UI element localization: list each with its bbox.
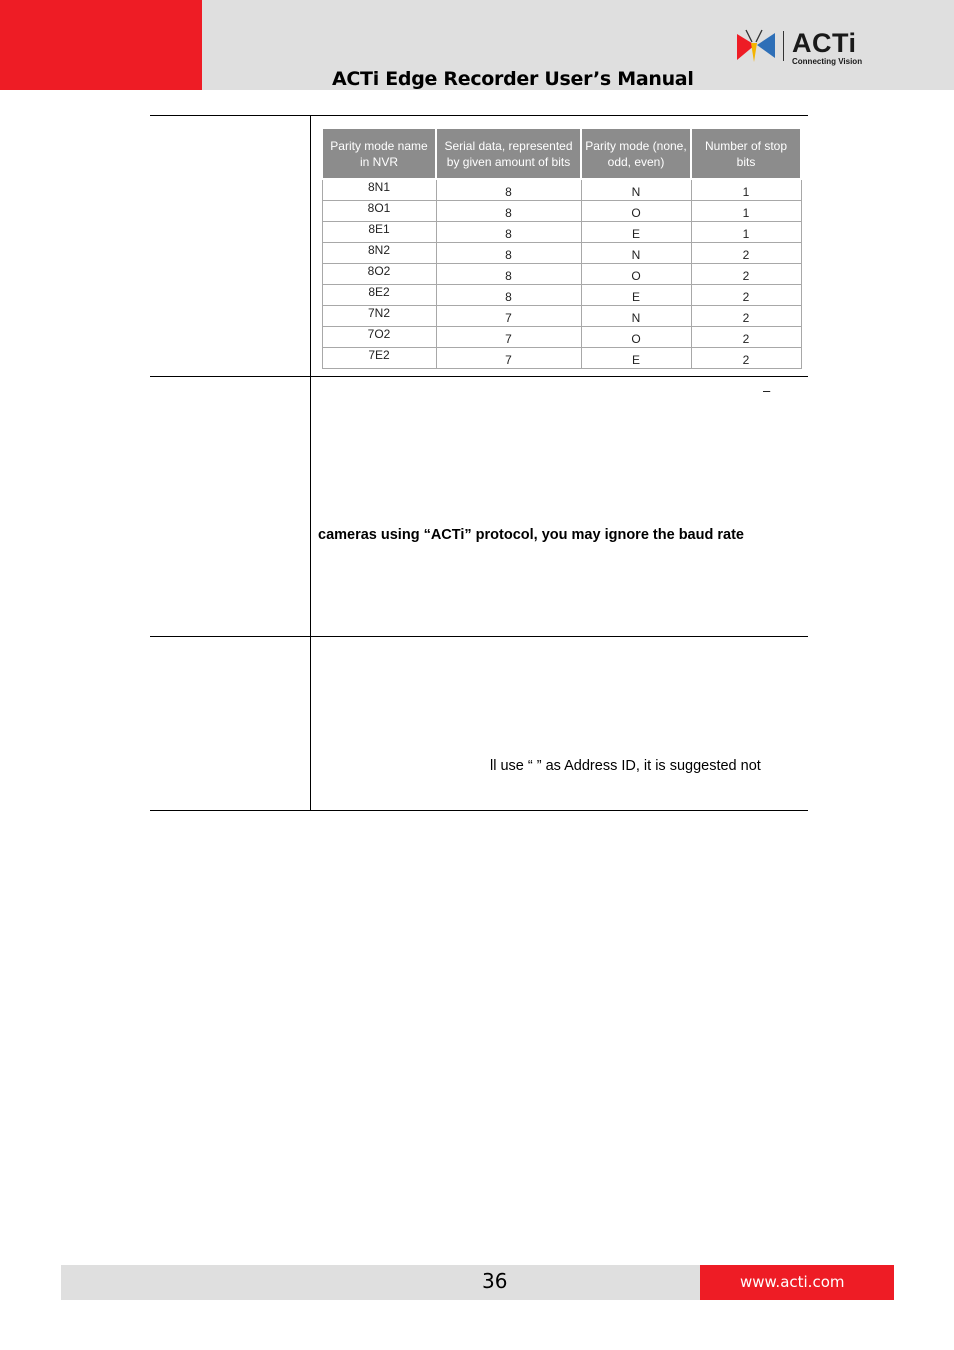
cell-stop-bits: 2 [691, 347, 801, 368]
cell-parity: E [581, 221, 691, 242]
cell-stop-bits: 2 [691, 305, 801, 326]
cell-mode-name: 8E1 [322, 221, 436, 242]
cell-data-bits: 8 [436, 200, 581, 221]
table-rule-2 [150, 636, 808, 637]
table-row [322, 284, 801, 305]
cell-mode-name: 8O2 [322, 263, 436, 284]
cell-stop-bits: 2 [691, 284, 801, 305]
header-parity-mode: Parity mode (none, odd, even) [581, 128, 691, 179]
cell-parity: E [581, 347, 691, 368]
cell-data-bits: 7 [436, 347, 581, 368]
cell-data-bits: 8 [436, 242, 581, 263]
logo-tagline: Connecting Vision [792, 57, 863, 66]
baud-note-bold: cameras using “ACTi” protocol, you may ignore the baud rate [318, 527, 744, 543]
cell-parity: N [581, 179, 691, 200]
table-row [322, 179, 801, 200]
cell-data-bits: 7 [436, 326, 581, 347]
cell-data-bits: 8 [436, 179, 581, 200]
butterfly-icon [734, 28, 778, 64]
cell-parity: O [581, 200, 691, 221]
cell-mode-name: 8E2 [322, 284, 436, 305]
address-id-note: ll use “ ” as Address ID, it is suggested not [490, 758, 761, 774]
table-row [322, 347, 801, 368]
table-column-divider [310, 116, 311, 810]
cell-mode-name: 8N1 [322, 179, 436, 200]
footer-band [61, 1265, 700, 1300]
cell-stop-bits: 1 [691, 200, 801, 221]
cell-parity: O [581, 263, 691, 284]
cell-mode-name: 7E2 [322, 347, 436, 368]
cell-data-bits: 7 [436, 305, 581, 326]
cell-mode-name: 8O1 [322, 200, 436, 221]
table-rule-1 [150, 376, 808, 377]
cell-parity: N [581, 305, 691, 326]
baud-dash: – [763, 383, 771, 398]
cell-mode-name: 7N2 [322, 305, 436, 326]
cell-data-bits: 8 [436, 221, 581, 242]
parity-table-header-row [322, 128, 801, 179]
cell-mode-name: 7O2 [322, 326, 436, 347]
cell-stop-bits: 2 [691, 263, 801, 284]
table-row [322, 305, 801, 326]
header-red-block [0, 0, 202, 90]
table-rule-top [150, 115, 808, 116]
cell-parity: O [581, 326, 691, 347]
acti-logo [734, 28, 874, 68]
table-row [322, 263, 801, 284]
header-stop-bits: Number of stop bits [691, 128, 801, 179]
table-rule-bottom [150, 810, 808, 811]
cell-mode-name: 8N2 [322, 242, 436, 263]
header-serial-data: Serial data, represented by given amount of bits [436, 128, 581, 179]
cell-data-bits: 8 [436, 284, 581, 305]
website-link[interactable]: www.acti.com [740, 1273, 845, 1291]
cell-stop-bits: 2 [691, 326, 801, 347]
parity-mode-table [321, 127, 802, 369]
table-row [322, 326, 801, 347]
page-number: 36 [482, 1269, 508, 1293]
manual-title: ACTi Edge Recorder User’s Manual [332, 68, 694, 90]
table-row [322, 200, 801, 221]
logo-divider [783, 31, 784, 61]
header-parity-mode-name: Parity mode name in NVR [322, 128, 436, 179]
cell-parity: N [581, 242, 691, 263]
cell-parity: E [581, 284, 691, 305]
table-row [322, 242, 801, 263]
cell-data-bits: 8 [436, 263, 581, 284]
cell-stop-bits: 1 [691, 179, 801, 200]
table-row [322, 221, 801, 242]
cell-stop-bits: 2 [691, 242, 801, 263]
cell-stop-bits: 1 [691, 221, 801, 242]
logo-wordmark: ACTi [792, 28, 857, 58]
